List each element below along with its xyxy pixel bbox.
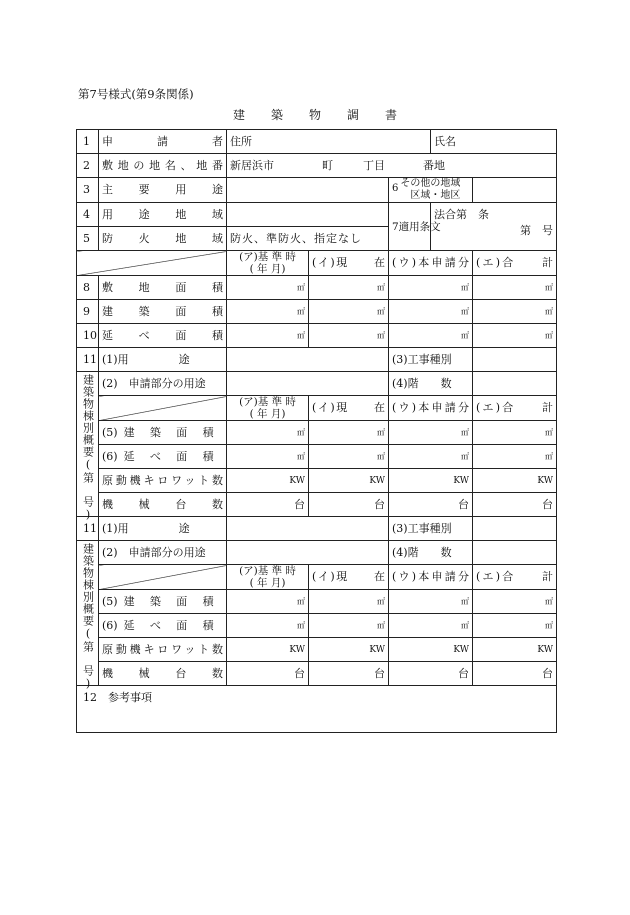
bldg-a-part-use-field[interactable] xyxy=(227,372,389,396)
bldg-a-machine-count: 機 械 台 数 台 台 台 台 xyxy=(77,493,557,517)
row-main-use: 3 主 要 用 途 6 その他の地域 区域・地区 xyxy=(77,178,557,203)
row-column-headers: (ア)基 準 時 ( 年 月) (イ)現 在 (ウ)本申請分 (エ)合 計 xyxy=(77,251,557,276)
bldg-b-use: 11 (1)用 途 (3)工事種別 xyxy=(77,517,557,541)
other-area-label: 6 その他の地域 区域・地区 xyxy=(389,178,473,203)
main-use-field[interactable] xyxy=(227,178,389,203)
fire-district-field[interactable]: 防火、準防火、指定なし xyxy=(227,227,389,251)
bldg-a-use-field[interactable] xyxy=(227,348,389,372)
row-use-district: 4 用 途 地 域 7適用条文 法合第 条 第 号 xyxy=(77,203,557,227)
form-number: 第7号様式(第9条関係) xyxy=(78,87,194,101)
bldg-b-part-use: 建築物棟別概要(第 号) (2) 申請部分の用途 (4)階 数 xyxy=(77,541,557,565)
bldg-b-work-field[interactable] xyxy=(473,517,557,541)
row-site-address: 2 敷地の地名、地番 新居浜市 町 丁目 番地 xyxy=(77,154,557,178)
address-field[interactable]: 住所 xyxy=(227,130,431,154)
bldg-a-building-area: (5) 建 築 面 積 ㎡ ㎡ ㎡ ㎡ xyxy=(77,421,557,445)
building-form-table xyxy=(76,129,557,733)
row-remarks xyxy=(77,686,557,733)
use-district-field[interactable] xyxy=(227,203,389,227)
bldg-b-part-use-field[interactable] xyxy=(227,541,389,565)
bldg-a-floors-field[interactable] xyxy=(473,372,557,396)
row-fire-district: 5 防 火 地 域 防火、準防火、指定なし xyxy=(77,227,557,251)
bldg-b-use-field[interactable] xyxy=(227,517,389,541)
page-title: 建 築 物 調 書 xyxy=(232,108,398,122)
row-site-area: 8 敷 地 面 積 ㎡ ㎡ ㎡ ㎡ xyxy=(77,276,557,300)
row-building-area: 9 建 築 面 積 ㎡ ㎡ ㎡ ㎡ xyxy=(77,300,557,324)
applied-article-label: 7適用条文 xyxy=(389,203,431,251)
bldg-a-floor-area: (6) 延 べ 面 積 ㎡ ㎡ ㎡ ㎡ xyxy=(77,445,557,469)
bldg-a-work-field[interactable] xyxy=(473,348,557,372)
bldg-a-part-use: 建築物棟別概要(第 号) (2) 申請部分の用途 (4)階 数 xyxy=(77,372,557,396)
row-applicant: 1 申 請 者 住所 氏名 xyxy=(77,130,557,154)
applied-article-field[interactable]: 法合第 条 第 号 xyxy=(431,203,557,251)
row-total-floor-area: 10 延 べ 面 積 ㎡ ㎡ ㎡ ㎡ xyxy=(77,324,557,348)
bldg-a-use: 11 (1)用 途 (3)工事種別 xyxy=(77,348,557,372)
bldg-a-motor-kw: 原動機キロワット数 KW KW KW KW xyxy=(77,469,557,493)
bldg-b-floor-area: (6) 延 べ 面 積 ㎡ ㎡ ㎡ ㎡ xyxy=(77,614,557,638)
bldg-b-building-area: (5) 建 築 面 積 ㎡ ㎡ ㎡ ㎡ xyxy=(77,590,557,614)
site-address-field[interactable]: 新居浜市 町 丁目 番地 xyxy=(227,154,557,178)
bldg-b-floors-field[interactable] xyxy=(473,541,557,565)
bldg-b-headers: (ア)基 準 時 ( 年 月) (イ)現 在 (ウ)本申請分 (エ)合 計 xyxy=(77,565,557,590)
bldg-a-headers: (ア)基 準 時 ( 年 月) (イ)現 在 (ウ)本申請分 (エ)合 計 xyxy=(77,396,557,421)
remarks-field[interactable]: 12 参考事項 xyxy=(77,686,557,733)
name-field[interactable]: 氏名 xyxy=(431,130,557,154)
bldg-b-machine-count: 機 械 台 数 台 台 台 台 xyxy=(77,662,557,686)
other-area-field[interactable] xyxy=(473,178,557,203)
bldg-b-motor-kw: 原動機キロワット数 KW KW KW KW xyxy=(77,638,557,662)
